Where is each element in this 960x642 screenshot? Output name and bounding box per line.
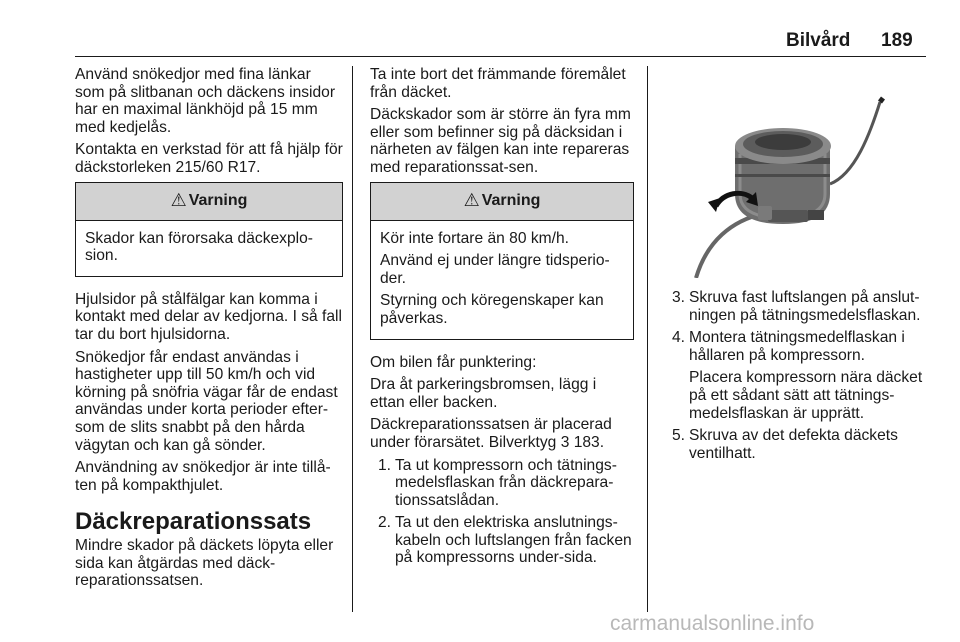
- step-number: 3.: [671, 289, 685, 306]
- header-rule: [75, 56, 926, 57]
- list-item: [666, 329, 928, 422]
- list-item: [370, 457, 634, 510]
- paragraph-compact-wheel: Användning av snökedjor är inte tillå-ten på kompakthjulet.: [75, 459, 331, 494]
- paragraph-damage-size: Däckskador som är större än fyra mm eller som befinner sig på däcksidan i närheten av fälgen kan inte repareras med reparationssat-sen.: [370, 106, 631, 176]
- step-text: Ta ut kompressorn och tätnings-medelsflaskan från däckrepara-tionssatslådan.: [395, 456, 617, 509]
- paragraph-puncture: Om bilen får punktering:: [370, 353, 537, 371]
- column-divider-1: [352, 66, 353, 612]
- step-text: Ta ut den elektriska anslutnings-kabeln och luftslangen från facken på kompressorns under-sida.: [395, 514, 632, 567]
- paragraph-workshop: Kontakta en verkstad för att få hjälp för däckstorleken 215/60 R17.: [75, 141, 343, 176]
- page-header: [0, 0, 960, 58]
- warning-line: Använd ej under längre tidsperio-der.: [380, 252, 610, 287]
- step-number: 2.: [377, 514, 391, 532]
- compressor-sealant-bottle-illustration: [680, 94, 926, 278]
- list-item: [666, 289, 928, 324]
- warning-body: [76, 221, 342, 276]
- column-2: [370, 66, 634, 572]
- kit-location-text: Däckreparationssatsen är placerad under förarsätet. Bilverktyg: [370, 416, 612, 451]
- warning-header: [76, 183, 342, 221]
- warning-title: Varning: [188, 192, 248, 210]
- section-title: Bilvård: [786, 30, 851, 51]
- warning-body: [371, 221, 633, 339]
- step-extra-text: Placera kompressorn nära däcket på ett sådant sätt att tätnings-medelsflaskan är upprätt.: [689, 369, 923, 422]
- paragraph-hubcaps: Hjulsidor på stålfälgar kan komma i kontakt med delar av kedjorna. I så fall tar du bort hjulsidorna.: [75, 290, 342, 343]
- watermark: carmanualsonline.info: [610, 612, 815, 635]
- steps-list-2: [666, 289, 928, 462]
- column-1: [75, 66, 343, 595]
- warning-title: Varning: [481, 192, 541, 210]
- step-text: Montera tätningsmedelflaskan i hållaren på kompressorn.: [689, 329, 905, 364]
- page-number: 189: [881, 30, 913, 51]
- step-text: Skruva fast luftslangen på anslut-ningen på tätningsmedelsflaskan.: [689, 289, 921, 324]
- warning-box-driving: [370, 182, 634, 340]
- paragraph-kit-location: [370, 416, 634, 451]
- warning-triangle-icon: ⚠: [463, 190, 480, 211]
- step-number: 5.: [671, 427, 685, 445]
- warning-triangle-icon: ⚠: [170, 190, 187, 211]
- warning-line: Styrning och köregenskaper kan påverkas.: [380, 292, 604, 327]
- step-number: 4.: [671, 329, 685, 347]
- warning-box-tyre-explosion: [75, 182, 343, 277]
- list-item: [666, 427, 928, 462]
- paragraph-parking-brake: Dra åt parkeringsbromsen, lägg i ettan eller backen.: [370, 376, 597, 411]
- step-number: 1.: [377, 456, 391, 474]
- steps-list-1: [370, 457, 634, 568]
- column-3: [666, 289, 928, 467]
- paragraph-repair-kit-intro: Mindre skador på däckets löpyta eller sida kan åtgärdas med däck-reparationssatsen.: [75, 537, 334, 590]
- paragraph-foreign-object: Ta inte bort det främmande föremålet från däcket.: [370, 66, 626, 101]
- paragraph-snow-chains: Använd snökedjor med fina länkar som på slitbanan och däckens insidor har en maximal länkhöjd på 15 mm med kedjelås.: [75, 66, 336, 136]
- paragraph-speed-limit: Snökedjor får endast användas i hastigheter upp till 50 km/h och vid körning på snöfria vägar får de endast användas under korta perioder efter-som de slits snabbt på den hårda vägytan och kan gå sönder.: [75, 348, 338, 454]
- heading-repair-kit: Däckreparationssats: [75, 508, 312, 536]
- list-item: [370, 514, 634, 567]
- warning-line: Kör inte fortare än 80 km/h.: [380, 229, 569, 247]
- warning-text: Skador kan förorsaka däckexplo-sion.: [85, 229, 313, 265]
- column-divider-2: [647, 66, 648, 612]
- step-text: Skruva av det defekta däckets ventilhatt.: [689, 427, 898, 462]
- page-reference: 3 183.: [560, 433, 605, 451]
- warning-header: [371, 183, 633, 221]
